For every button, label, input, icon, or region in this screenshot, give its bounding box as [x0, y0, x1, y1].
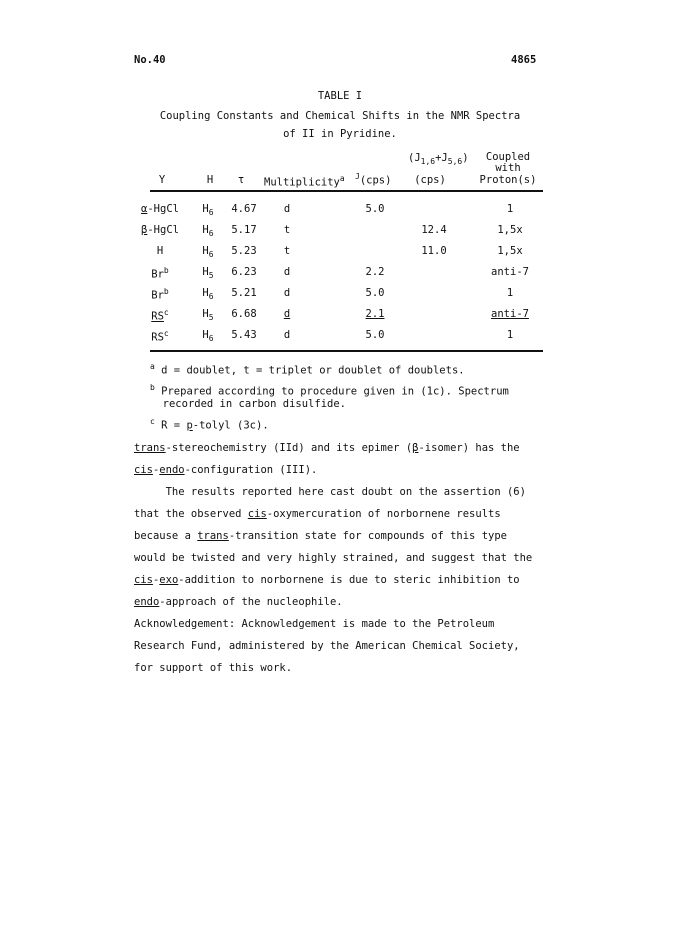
body-line-1: trans-stereochemistry (IId) and its epimer (β-isomer) has the — [134, 442, 520, 454]
cell-jsum: 11.0 — [421, 245, 447, 257]
cell-h: $H_5$ — [202, 308, 214, 323]
cell-j: 5.0 — [365, 203, 385, 215]
body-line-3: The results reported here cast doubt on the assertion (6) — [134, 486, 526, 498]
body-line-11: for support of this work. — [134, 662, 293, 674]
cell-tau: 4.67 — [231, 203, 257, 215]
cell-tau: 6.23 — [231, 266, 257, 278]
cell-tau: 5.17 — [231, 224, 257, 236]
cell-h: $H_6$ — [202, 245, 214, 260]
cell-mult: d — [283, 287, 291, 299]
table-top-rule — [150, 190, 543, 192]
cell-coupled: 1 — [506, 329, 514, 341]
cell-tau: 6.68 — [231, 308, 257, 320]
cell-coupled: 1 — [506, 203, 514, 215]
body-line-6: would be twisted and very highly strained, and suggest that the — [134, 552, 533, 564]
cell-coupled: 1,5x — [497, 224, 523, 236]
footnote-c: $^c$ R = p-tolyl (3c). — [150, 417, 269, 432]
cell-h: $H_6$ — [202, 203, 214, 218]
cell-y: Br$^b$ — [151, 266, 169, 281]
table-bottom-rule — [150, 350, 543, 352]
cell-mult: d — [283, 329, 291, 341]
cell-coupled: 1 — [506, 287, 514, 299]
body-line-7: cis-exo-addition to norbornene is due to steric inhibition to — [134, 574, 520, 586]
cell-coupled: anti-7 — [491, 266, 529, 278]
page-number: 4865 — [511, 54, 537, 66]
cell-j: 5.0 — [365, 287, 385, 299]
body-line-10: Research Fund, administered by the American Chemical Society, — [134, 640, 520, 652]
cell-tau: 5.21 — [231, 287, 257, 299]
header-j: $^J$(cps) — [355, 172, 392, 187]
cell-jsum: 12.4 — [421, 224, 447, 236]
header-multiplicity: Multiplicity$^a$ — [264, 174, 345, 189]
cell-h: $H_6$ — [202, 287, 214, 302]
cell-h: $H_5$ — [202, 266, 214, 281]
body-line-4: that the observed cis-oxymercuration of norbornene results — [134, 508, 501, 520]
cell-y: $RS^c$ — [151, 329, 169, 344]
body-line-5: because a trans-transition state for compounds of this type — [134, 530, 507, 542]
table-caption-line1: Coupling Constants and Chemical Shifts in the NMR Spectra — [159, 110, 521, 122]
cell-y: Br$^b$ — [151, 287, 169, 302]
cell-coupled: 1,5x — [497, 245, 523, 257]
body-line-9: Acknowledgement: Acknowledgement is made to the Petroleum — [134, 618, 495, 630]
footnote-b: $^b$ Prepared according to procedure given in (1c). Spectrum recorded in carbon disulfide. — [150, 383, 509, 410]
cell-j: 2.2 — [365, 266, 385, 278]
cell-j: 5.0 — [365, 329, 385, 341]
cell-h: $H_6$ — [202, 329, 214, 344]
table-title: TABLE I — [317, 90, 363, 102]
body-line-8: endo-approach of the nucleophile. — [134, 596, 343, 608]
cell-mult: d — [283, 203, 291, 215]
cell-y: α-HgCl — [141, 203, 179, 215]
cell-mult: t — [283, 245, 291, 257]
body-line-2: cis-endo-configuration (III). — [134, 464, 318, 476]
header-jsum-unit: (cps) — [414, 174, 446, 186]
cell-tau: 5.43 — [231, 329, 257, 341]
header-tau: τ — [237, 174, 245, 186]
page-journal-number: No.40 — [134, 54, 166, 66]
cell-y: $RS^c$ — [151, 308, 169, 323]
cell-y: H — [156, 245, 164, 257]
header-coupled-1: Coupled — [485, 151, 531, 163]
cell-j: 2.1 — [365, 308, 385, 320]
footnote-a: $^a$ d = doublet, t = triplet or doublet of doublets. — [150, 362, 465, 377]
header-coupled-3: Proton(s) — [479, 174, 537, 186]
table-caption-line2: of II in Pyridine. — [283, 128, 397, 140]
cell-y: β-HgCl — [141, 224, 179, 236]
header-coupled-2: with — [495, 162, 521, 174]
header-h: H — [206, 174, 214, 186]
header-jsum: $(J_{1,6}+J_{5,6})$ — [408, 152, 469, 167]
cell-mult: d — [283, 308, 291, 320]
cell-mult: d — [283, 266, 291, 278]
cell-mult: t — [283, 224, 291, 236]
cell-h: $H_6$ — [202, 224, 214, 239]
cell-tau: 5.23 — [231, 245, 257, 257]
cell-coupled: anti-7 — [491, 308, 529, 320]
header-y: Y — [158, 174, 166, 186]
